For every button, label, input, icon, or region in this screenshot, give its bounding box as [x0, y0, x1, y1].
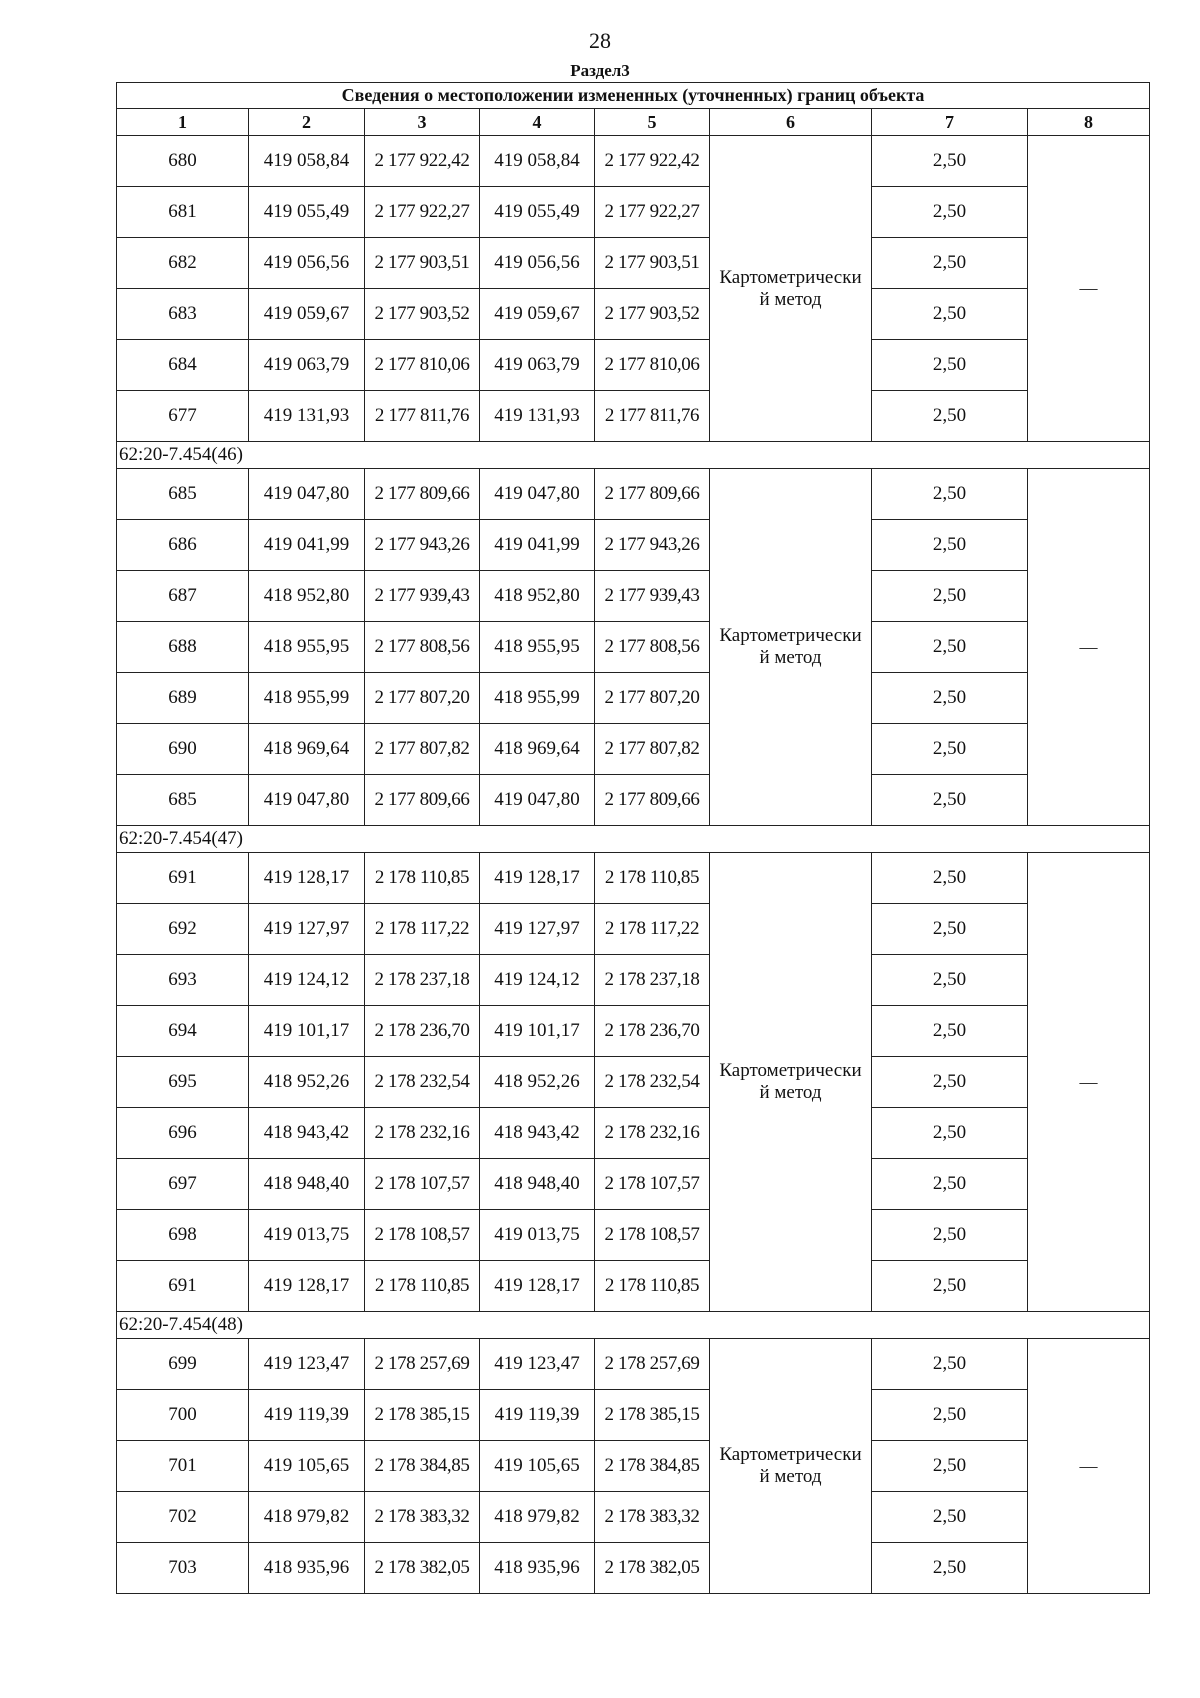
y-refined-cell: 2 178 257,69: [595, 1339, 710, 1390]
point-number-cell: 682: [117, 238, 249, 289]
table-row: [117, 1339, 1150, 1390]
precision-cell: 2,50: [872, 238, 1028, 289]
x-existing-cell: 418 948,40: [249, 1159, 365, 1210]
y-refined-cell: 2 178 383,32: [595, 1492, 710, 1543]
y-existing-cell: 2 177 809,66: [365, 775, 480, 826]
y-existing-cell: 2 177 903,52: [365, 289, 480, 340]
table-row: [117, 391, 1150, 442]
point-number-cell: 694: [117, 1006, 249, 1057]
column-number: 3: [365, 109, 480, 136]
precision-cell: 2,50: [872, 1057, 1028, 1108]
description-cell: —: [1028, 469, 1150, 826]
y-refined-cell: 2 177 922,42: [595, 136, 710, 187]
description-cell: —: [1028, 1339, 1150, 1594]
y-existing-cell: 2 178 232,54: [365, 1057, 480, 1108]
precision-cell: 2,50: [872, 136, 1028, 187]
x-refined-cell: 419 059,67: [480, 289, 595, 340]
point-number-cell: 693: [117, 955, 249, 1006]
point-number-cell: 681: [117, 187, 249, 238]
y-refined-cell: 2 178 232,16: [595, 1108, 710, 1159]
y-existing-cell: 2 177 903,51: [365, 238, 480, 289]
y-refined-cell: 2 177 903,51: [595, 238, 710, 289]
x-existing-cell: 419 119,39: [249, 1390, 365, 1441]
table-row: [117, 853, 1150, 904]
x-existing-cell: 419 013,75: [249, 1210, 365, 1261]
precision-cell: 2,50: [872, 187, 1028, 238]
x-refined-cell: 418 969,64: [480, 724, 595, 775]
point-number-cell: 691: [117, 1261, 249, 1312]
precision-cell: 2,50: [872, 622, 1028, 673]
x-existing-cell: 419 056,56: [249, 238, 365, 289]
table-row: [117, 1390, 1150, 1441]
y-refined-cell: 2 178 385,15: [595, 1390, 710, 1441]
y-refined-cell: 2 177 811,76: [595, 391, 710, 442]
table-row: [117, 238, 1150, 289]
point-number-cell: 697: [117, 1159, 249, 1210]
x-existing-cell: 419 124,12: [249, 955, 365, 1006]
x-refined-cell: 419 123,47: [480, 1339, 595, 1390]
precision-cell: 2,50: [872, 571, 1028, 622]
y-existing-cell: 2 178 232,16: [365, 1108, 480, 1159]
table-row: [117, 1108, 1150, 1159]
table-row: [117, 187, 1150, 238]
y-refined-cell: 2 177 807,20: [595, 673, 710, 724]
point-number-cell: 696: [117, 1108, 249, 1159]
y-existing-cell: 2 177 922,42: [365, 136, 480, 187]
column-number-row: [117, 109, 1150, 136]
x-refined-cell: 419 055,49: [480, 187, 595, 238]
point-number-cell: 685: [117, 469, 249, 520]
method-line: й метод: [759, 1082, 822, 1103]
y-refined-cell: 2 178 110,85: [595, 853, 710, 904]
precision-cell: 2,50: [872, 289, 1028, 340]
y-existing-cell: 2 177 809,66: [365, 469, 480, 520]
precision-cell: 2,50: [872, 673, 1028, 724]
y-refined-cell: 2 178 382,05: [595, 1543, 710, 1594]
table-row: [117, 673, 1150, 724]
x-existing-cell: 419 128,17: [249, 1261, 365, 1312]
method-cell: [710, 469, 872, 826]
table-row: [117, 469, 1150, 520]
y-refined-cell: 2 177 903,52: [595, 289, 710, 340]
point-number-cell: 698: [117, 1210, 249, 1261]
method-line: Картометрически: [719, 1060, 862, 1081]
x-refined-cell: 419 124,12: [480, 955, 595, 1006]
y-refined-cell: 2 178 237,18: [595, 955, 710, 1006]
y-existing-cell: 2 178 383,32: [365, 1492, 480, 1543]
method-cell: [710, 1339, 872, 1594]
x-refined-cell: 419 131,93: [480, 391, 595, 442]
precision-cell: 2,50: [872, 1339, 1028, 1390]
x-refined-cell: 419 013,75: [480, 1210, 595, 1261]
point-number-cell: 688: [117, 622, 249, 673]
column-number: 6: [710, 109, 872, 136]
point-number-cell: 685: [117, 775, 249, 826]
parcel-group-row: [117, 442, 1150, 469]
x-refined-cell: 419 119,39: [480, 1390, 595, 1441]
y-existing-cell: 2 177 811,76: [365, 391, 480, 442]
table-row: [117, 1261, 1150, 1312]
precision-cell: 2,50: [872, 853, 1028, 904]
table-row: [117, 520, 1150, 571]
point-number-cell: 687: [117, 571, 249, 622]
x-refined-cell: 419 127,97: [480, 904, 595, 955]
x-existing-cell: 419 041,99: [249, 520, 365, 571]
method-cell: [710, 136, 872, 442]
x-existing-cell: 419 047,80: [249, 469, 365, 520]
point-number-cell: 680: [117, 136, 249, 187]
x-refined-cell: 419 056,56: [480, 238, 595, 289]
x-existing-cell: 418 955,95: [249, 622, 365, 673]
precision-cell: 2,50: [872, 391, 1028, 442]
y-refined-cell: 2 177 939,43: [595, 571, 710, 622]
table-row: [117, 1543, 1150, 1594]
parcel-group-row: [117, 826, 1150, 853]
y-refined-cell: 2 178 236,70: [595, 1006, 710, 1057]
method-line: Картометрически: [719, 266, 862, 288]
table-row: [117, 775, 1150, 826]
boundary-coordinates-table: [116, 82, 1150, 1594]
precision-cell: 2,50: [872, 1210, 1028, 1261]
parcel-label: 62:20-7.454(47): [117, 826, 1150, 853]
parcel-group-row: [117, 1312, 1150, 1339]
point-number-cell: 684: [117, 340, 249, 391]
y-refined-cell: 2 178 108,57: [595, 1210, 710, 1261]
table-row: [117, 1441, 1150, 1492]
x-existing-cell: 419 063,79: [249, 340, 365, 391]
y-refined-cell: 2 177 807,82: [595, 724, 710, 775]
column-number: 7: [872, 109, 1028, 136]
y-existing-cell: 2 177 922,27: [365, 187, 480, 238]
y-refined-cell: 2 177 809,66: [595, 469, 710, 520]
point-number-cell: 683: [117, 289, 249, 340]
point-number-cell: 702: [117, 1492, 249, 1543]
y-refined-cell: 2 178 107,57: [595, 1159, 710, 1210]
table-row: [117, 724, 1150, 775]
point-number-cell: 689: [117, 673, 249, 724]
y-refined-cell: 2 177 808,56: [595, 622, 710, 673]
x-refined-cell: 419 128,17: [480, 853, 595, 904]
table-row: [117, 1057, 1150, 1108]
x-existing-cell: 419 128,17: [249, 853, 365, 904]
y-refined-cell: 2 177 922,27: [595, 187, 710, 238]
method-line: й метод: [759, 1466, 822, 1487]
method-line: Картометрически: [719, 625, 862, 646]
x-refined-cell: 419 047,80: [480, 775, 595, 826]
x-refined-cell: 419 063,79: [480, 340, 595, 391]
x-refined-cell: 418 935,96: [480, 1543, 595, 1594]
y-existing-cell: 2 177 807,20: [365, 673, 480, 724]
precision-cell: 2,50: [872, 1159, 1028, 1210]
column-number: 1: [117, 109, 249, 136]
table-row: [117, 136, 1150, 187]
x-refined-cell: 418 948,40: [480, 1159, 595, 1210]
x-refined-cell: 418 979,82: [480, 1492, 595, 1543]
table-row: [117, 340, 1150, 391]
x-existing-cell: 418 969,64: [249, 724, 365, 775]
point-number-cell: 695: [117, 1057, 249, 1108]
x-existing-cell: 418 952,80: [249, 571, 365, 622]
section-title: Раздел3: [570, 61, 630, 80]
y-existing-cell: 2 178 117,22: [365, 904, 480, 955]
x-refined-cell: 419 058,84: [480, 136, 595, 187]
precision-cell: 2,50: [872, 1441, 1028, 1492]
x-existing-cell: 419 105,65: [249, 1441, 365, 1492]
method-line: й метод: [759, 288, 822, 310]
y-existing-cell: 2 177 939,43: [365, 571, 480, 622]
method-line: й метод: [759, 647, 822, 668]
point-number-cell: 700: [117, 1390, 249, 1441]
x-existing-cell: 419 127,97: [249, 904, 365, 955]
column-number: 2: [249, 109, 365, 136]
y-refined-cell: 2 177 943,26: [595, 520, 710, 571]
x-refined-cell: 418 952,26: [480, 1057, 595, 1108]
point-number-cell: 677: [117, 391, 249, 442]
x-refined-cell: 419 041,99: [480, 520, 595, 571]
x-existing-cell: 419 055,49: [249, 187, 365, 238]
x-refined-cell: 418 955,95: [480, 622, 595, 673]
point-number-cell: 691: [117, 853, 249, 904]
y-existing-cell: 2 178 237,18: [365, 955, 480, 1006]
x-existing-cell: 418 935,96: [249, 1543, 365, 1594]
y-refined-cell: 2 178 110,85: [595, 1261, 710, 1312]
y-existing-cell: 2 177 808,56: [365, 622, 480, 673]
precision-cell: 2,50: [872, 1261, 1028, 1312]
x-refined-cell: 418 943,42: [480, 1108, 595, 1159]
precision-cell: 2,50: [872, 520, 1028, 571]
table-row: [117, 1492, 1150, 1543]
x-refined-cell: 419 047,80: [480, 469, 595, 520]
column-number: 8: [1028, 109, 1150, 136]
x-existing-cell: 419 058,84: [249, 136, 365, 187]
point-number-cell: 701: [117, 1441, 249, 1492]
y-existing-cell: 2 178 257,69: [365, 1339, 480, 1390]
table-row: [117, 1006, 1150, 1057]
x-refined-cell: 419 105,65: [480, 1441, 595, 1492]
parcel-label: 62:20-7.454(48): [117, 1312, 1150, 1339]
y-existing-cell: 2 178 107,57: [365, 1159, 480, 1210]
column-number: 5: [595, 109, 710, 136]
method-line: Картометрически: [719, 1444, 862, 1465]
y-existing-cell: 2 178 382,05: [365, 1543, 480, 1594]
parcel-label: 62:20-7.454(46): [117, 442, 1150, 469]
x-existing-cell: 419 101,17: [249, 1006, 365, 1057]
y-existing-cell: 2 177 807,82: [365, 724, 480, 775]
table-row: [117, 955, 1150, 1006]
y-refined-cell: 2 178 384,85: [595, 1441, 710, 1492]
y-refined-cell: 2 178 117,22: [595, 904, 710, 955]
precision-cell: 2,50: [872, 469, 1028, 520]
table-row: [117, 1210, 1150, 1261]
method-cell: [710, 853, 872, 1312]
point-number-cell: 692: [117, 904, 249, 955]
table-row: [117, 1159, 1150, 1210]
x-refined-cell: 419 128,17: [480, 1261, 595, 1312]
y-existing-cell: 2 177 810,06: [365, 340, 480, 391]
description-cell: —: [1028, 853, 1150, 1312]
x-existing-cell: 418 952,26: [249, 1057, 365, 1108]
point-number-cell: 690: [117, 724, 249, 775]
table-row: [117, 289, 1150, 340]
precision-cell: 2,50: [872, 1108, 1028, 1159]
precision-cell: 2,50: [872, 1492, 1028, 1543]
y-refined-cell: 2 178 232,54: [595, 1057, 710, 1108]
page-number: 28: [589, 28, 611, 53]
precision-cell: 2,50: [872, 340, 1028, 391]
precision-cell: 2,50: [872, 955, 1028, 1006]
table-row: [117, 571, 1150, 622]
x-existing-cell: 419 131,93: [249, 391, 365, 442]
precision-cell: 2,50: [872, 904, 1028, 955]
precision-cell: 2,50: [872, 1543, 1028, 1594]
y-existing-cell: 2 178 236,70: [365, 1006, 480, 1057]
y-existing-cell: 2 178 110,85: [365, 1261, 480, 1312]
y-existing-cell: 2 178 108,57: [365, 1210, 480, 1261]
y-existing-cell: 2 178 385,15: [365, 1390, 480, 1441]
table-row: [117, 622, 1150, 673]
point-number-cell: 703: [117, 1543, 249, 1594]
x-existing-cell: 419 123,47: [249, 1339, 365, 1390]
y-refined-cell: 2 177 809,66: [595, 775, 710, 826]
x-existing-cell: 419 047,80: [249, 775, 365, 826]
x-refined-cell: 418 952,80: [480, 571, 595, 622]
precision-cell: 2,50: [872, 1390, 1028, 1441]
description-cell: —: [1028, 136, 1150, 442]
y-existing-cell: 2 177 943,26: [365, 520, 480, 571]
y-existing-cell: 2 178 384,85: [365, 1441, 480, 1492]
x-existing-cell: 418 979,82: [249, 1492, 365, 1543]
x-refined-cell: 418 955,99: [480, 673, 595, 724]
x-existing-cell: 419 059,67: [249, 289, 365, 340]
x-refined-cell: 419 101,17: [480, 1006, 595, 1057]
table-row: [117, 904, 1150, 955]
x-existing-cell: 418 943,42: [249, 1108, 365, 1159]
x-existing-cell: 418 955,99: [249, 673, 365, 724]
y-refined-cell: 2 177 810,06: [595, 340, 710, 391]
point-number-cell: 699: [117, 1339, 249, 1390]
precision-cell: 2,50: [872, 775, 1028, 826]
table-caption: Сведения о местоположении измененных (уточненных) границ объекта: [117, 83, 1150, 109]
point-number-cell: 686: [117, 520, 249, 571]
y-existing-cell: 2 178 110,85: [365, 853, 480, 904]
precision-cell: 2,50: [872, 724, 1028, 775]
column-number: 4: [480, 109, 595, 136]
precision-cell: 2,50: [872, 1006, 1028, 1057]
